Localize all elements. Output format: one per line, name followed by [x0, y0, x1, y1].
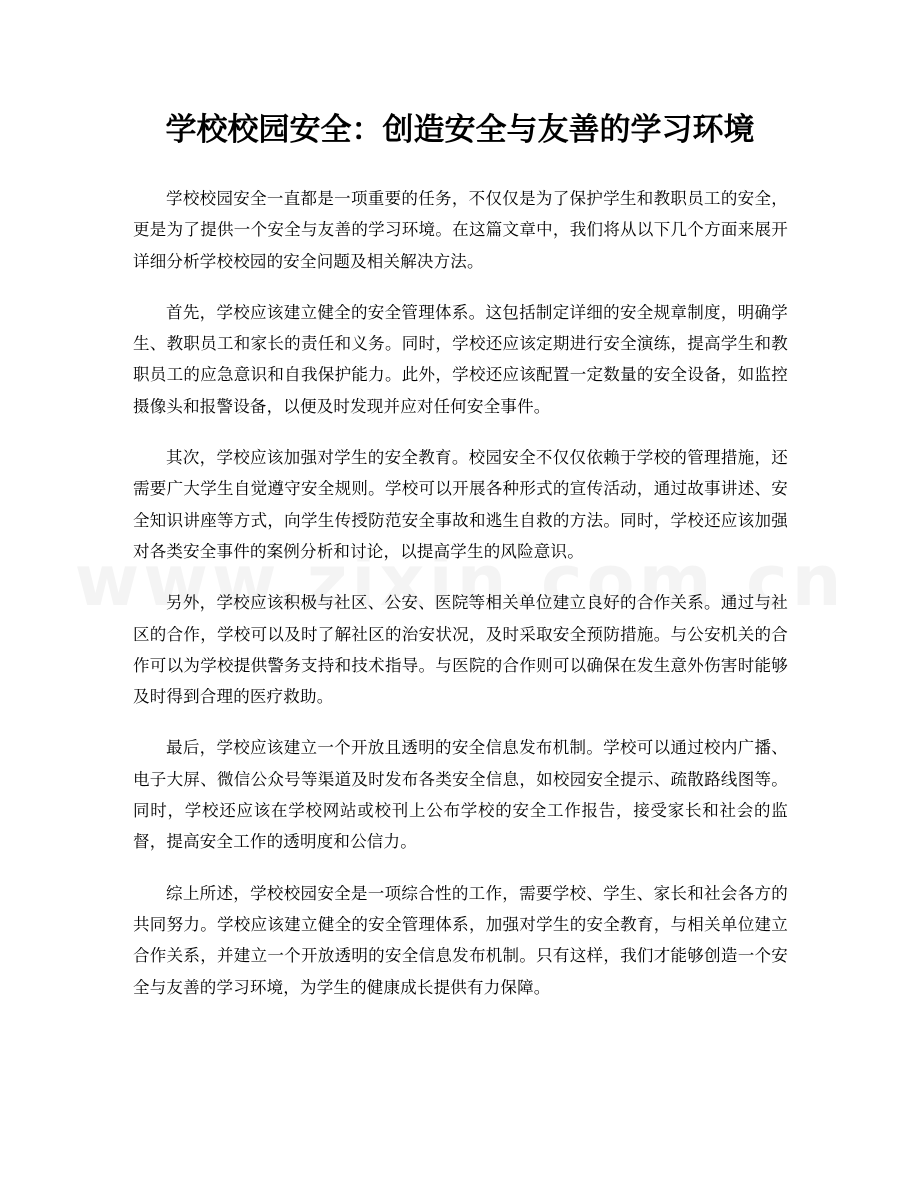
paragraph-cooperation: 另外，学校应该积极与社区、公安、医院等相关单位建立良好的合作关系。通过与社区的合作，学校可以及时了解社区的治安状况，及时采取安全预防措施。与公安机关的合作可以为学校提供警务支持和技术指导。与医院的合作则可以确保在发生意外伤害时能够及时得到合理的医疗救助。	[133, 593, 788, 707]
paragraph-conclusion: 综上所述，学校校园安全是一项综合性的工作，需要学校、学生、家长和社会各方的共同努力。学校应该建立健全的安全管理体系，加强对学生的安全教育，与相关单位建立合作关系，并建立一个开放透明的安全信息发布机制。只有这样，我们才能够创造一个安全与友善的学习环境，为学生的健康成长提供有力保障。	[133, 883, 788, 997]
document-title: 学校校园安全：创造安全与友善的学习环境	[165, 112, 755, 148]
paragraph-education: 其次，学校应该加强对学生的安全教育。校园安全不仅仅依赖于学校的管理措施，还需要广大学生自觉遵守安全规则。学校可以开展各种形式的宣传活动，通过故事讲述、安全知识讲座等方式，向学生传授防范安全事故和逃生自救的方法。同时，学校还应该加强对各类安全事件的案例分析和讨论，以提高学生的风险意识。	[133, 448, 788, 561]
document-body	[133, 183, 788, 1023]
paragraph-information: 最后，学校应该建立一个开放且透明的安全信息发布机制。学校可以通过校内广播、电子大屏、微信公众号等渠道及时发布各类安全信息，如校园安全提示、疏散路线图等。同时，学校还应该在学校网站或校刊上公布学校的安全工作报告，接受家长和社会的监督，提高安全工作的透明度和公信力。	[133, 738, 788, 852]
paragraph-intro: 学校校园安全一直都是一项重要的任务，不仅仅是为了保护学生和教职员工的安全，更是为了提供一个安全与友善的学习环境。在这篇文章中，我们将从以下几个方面来展开详细分析学校校园的安全问题及相关解决方法。	[133, 189, 788, 271]
paragraph-management: 首先，学校应该建立健全的安全管理体系。这包括制定详细的安全规章制度，明确学生、教职员工和家长的责任和义务。同时，学校还应该定期进行安全演练，提高学生和教职员工的应急意识和自我保护能力。此外，学校还应该配置一定数量的安全设备，如监控摄像头和报警设备，以便及时发现并应对任何安全事件。	[133, 302, 788, 416]
